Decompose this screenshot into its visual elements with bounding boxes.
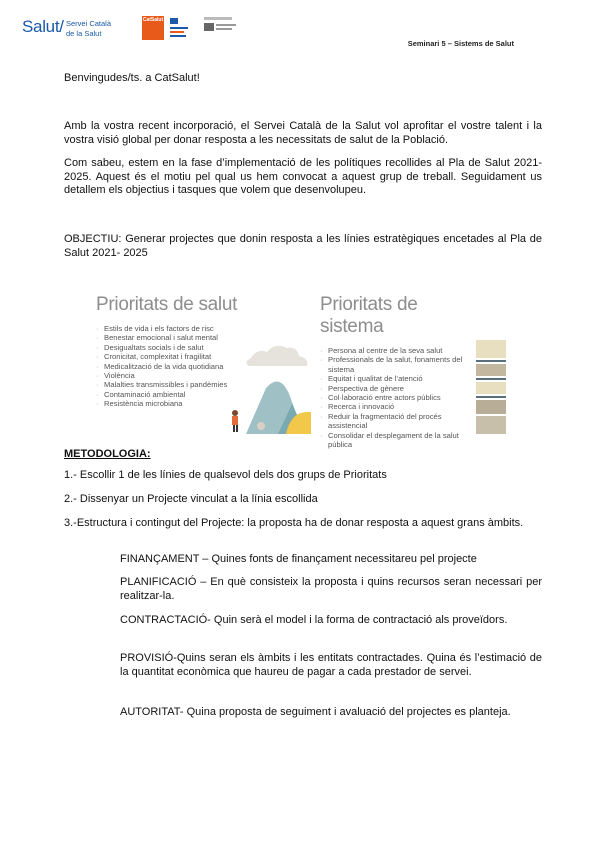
area-planning: PLANIFICACIÓ – En què consisteix la proposta i quins recursos seran necessari per realitzar-la. xyxy=(120,576,542,602)
partner-logo-3 xyxy=(203,16,239,38)
list-item: · Col·laboració entre actors públics xyxy=(320,393,470,402)
area-financing: FINANÇAMENT – Quines fonts de finançament necessitareu pel projecte xyxy=(120,553,477,565)
system-priorities-list xyxy=(320,346,470,449)
system-priorities-title: Prioritats de sistema xyxy=(320,294,418,337)
list-item: · Perspectiva de gènere xyxy=(320,384,470,393)
seminar-header: Seminari 5 – Sistems de Salut xyxy=(407,39,514,48)
list-item: · Reduir la fragmentació del procés assistencial xyxy=(320,412,470,431)
step-1: 1.- Escollir 1 de les línies de qualsevol dels dos grups de Prioritats xyxy=(64,469,387,481)
health-priorities xyxy=(96,294,306,409)
logo-word: Salut xyxy=(22,17,60,36)
list-item: · Equitat i qualitat de l’atenció xyxy=(320,374,470,383)
logo-slash: / xyxy=(59,17,64,36)
list-item: · Recerca i innovació xyxy=(320,402,470,411)
objective: OBJECTIU: Generar projectes que donin resposta a les línies estratègiques encetades al Pla de Salut 2021- 2025 xyxy=(64,233,542,259)
partner-logo-orange: CatSalut xyxy=(142,16,164,40)
step-2: 2.- Dissenyar un Projecte vinculat a la línia escollida xyxy=(64,493,318,505)
list-item: · Benestar emocional i salut mental xyxy=(96,333,306,342)
list-item: · Consolidar el desplegament de la salut pública xyxy=(320,431,470,450)
list-item: · Medicalització de la vida quotidiana xyxy=(96,362,306,371)
list-item: · Estils de vida i els factors de risc xyxy=(96,324,306,333)
area-authority: AUTORITAT- Quina proposta de seguiment i avaluació del projectes es planteja. xyxy=(120,706,511,718)
list-item: · Professionals de la salut, fonaments del sistema xyxy=(320,355,470,374)
health-priorities-title: Prioritats de salut xyxy=(96,294,238,315)
partner-logo-2 xyxy=(168,16,190,40)
list-item: · Desigualtats socials i de salut xyxy=(96,343,306,352)
logo-subtitle: Servei Català de la Salut xyxy=(65,19,112,38)
list-item: · Persona al centre de la seva salut xyxy=(320,346,470,355)
area-provision: PROVISIÓ-Quins seran els àmbits i les entitats contractades. Quina és l’estimació de la quantitat econòmica que haureu de pagar a cada prestador de servei. xyxy=(120,652,542,678)
list-item: · Resistència microbiana xyxy=(96,399,306,408)
greeting: Benvingudes/ts. a CatSalut! xyxy=(64,72,200,84)
partner-logo-2-icon xyxy=(168,16,190,40)
list-item: · Malalties transmissibles i pandèmies xyxy=(96,380,306,389)
methodology-title: METODOLOGIA: xyxy=(64,448,151,460)
catsalut-logo xyxy=(22,18,111,38)
health-priorities-list xyxy=(96,324,306,409)
list-item: · Contaminació ambiental xyxy=(96,390,306,399)
context-paragraph: Com sabeu, estem en la fase d’implementació de les polítiques recollides al Pla de Salut 2021-2025. Aquest és el motiu pel qual us hem convocat a aquest grup de treball. Seguidament us detallem els objectius i tasques que volem que desenvolupeu. xyxy=(64,157,542,196)
list-item: · Cronicitat, complexitat i fragilitat xyxy=(96,352,306,361)
list-item: · Violència xyxy=(96,371,306,380)
intro-paragraph: Amb la vostra recent incorporació, el Servei Català de la Salut vol aprofitar el vostre talent i la vostra visió global per donar resposta a les necessitats de salut de la Població. xyxy=(64,120,542,146)
system-priorities xyxy=(320,294,470,449)
partner-logo-3-icon xyxy=(203,16,239,38)
area-contracting: CONTRACTACIÓ- Quin serà el model i la forma de contractació als proveïdors. xyxy=(120,614,508,626)
priorities-infographic xyxy=(96,292,508,450)
step-3: 3.-Estructura i contingut del Projecte: la proposta ha de donar resposta a aquest grans àmbits. xyxy=(64,517,524,529)
